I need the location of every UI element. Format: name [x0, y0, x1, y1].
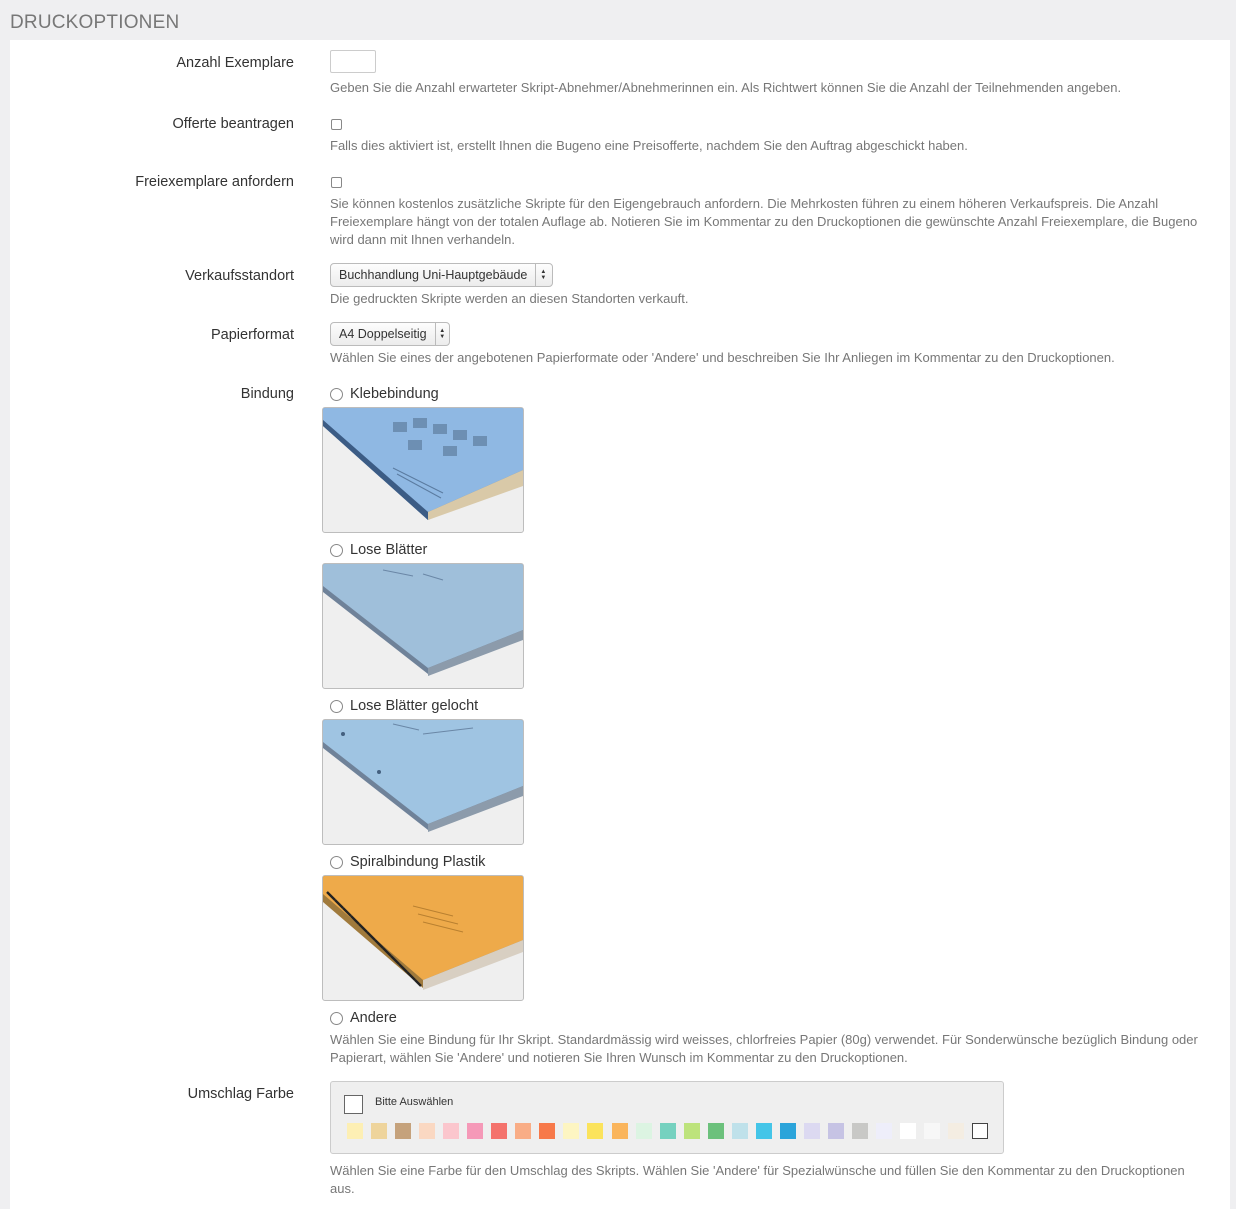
paper-select-value: A4 Doppelseitig [339, 327, 427, 341]
color-swatch[interactable] [708, 1123, 724, 1139]
thumb-cover-shape [323, 564, 523, 668]
current-color-swatch[interactable] [344, 1095, 363, 1114]
binding-option-spiralbindung-plastik[interactable] [330, 854, 485, 870]
color-swatch[interactable] [684, 1123, 700, 1139]
color-swatch[interactable] [780, 1123, 796, 1139]
color-swatch[interactable] [660, 1123, 676, 1139]
color-swatch[interactable] [563, 1123, 579, 1139]
color-swatch[interactable] [828, 1123, 844, 1139]
color-swatch[interactable] [347, 1123, 363, 1139]
select-arrows-icon: ▲ ▼ [435, 323, 449, 345]
quote-help: Falls dies aktiviert ist, erstellt Ihnen die Bugeno eine Preisofferte, nachdem Sie den Auftrag abgeschickt haben. [330, 138, 968, 153]
color-swatch[interactable] [852, 1123, 868, 1139]
color-swatch[interactable] [756, 1123, 772, 1139]
location-help: Die gedruckten Skripte werden an diesen Standorten verkauft. [330, 291, 689, 306]
binding-thumb-lose-blaetter-gelocht[interactable] [322, 719, 524, 845]
paper-label: Papierformat [210, 327, 294, 343]
cover-color-help: Wählen Sie eine Farbe für den Umschlag des Skripts. Wählen Sie 'Andere' für Spezialwünsche und füllen Sie den Kommentar zu den Druckoptionen aus. [330, 1163, 1185, 1196]
color-swatch[interactable] [900, 1123, 916, 1139]
binding-option-lose-blaetter[interactable] [330, 542, 427, 558]
color-swatch[interactable] [395, 1123, 411, 1139]
select-arrows-icon: ▲ ▼ [535, 264, 550, 286]
binding-option-lose-blaetter-gelocht[interactable] [330, 698, 478, 714]
color-swatch[interactable] [948, 1123, 964, 1139]
binding-option-label: Lose Blätter [350, 542, 428, 558]
thumb-cover-shape [323, 876, 523, 980]
quote-label: Offerte beantragen [172, 116, 294, 132]
free-copies-label: Freiexemplare anfordern [135, 174, 294, 190]
binding-thumb-spiralbindung-plastik[interactable] [322, 875, 524, 1001]
binding-label: Bindung [240, 386, 294, 402]
color-swatch[interactable] [539, 1123, 555, 1139]
copies-label: Anzahl Exemplare [176, 55, 294, 71]
binding-help: Wählen Sie eine Bindung für Ihr Skript. Standardmässig wird weisses, chlorfreies Papier (80g) verwendet. Für Sonderwünsche bezüglich Bindung oder Papierart, wählen Sie 'Andere' und notieren Sie Ihren Wunsch im Kommentar zu den Druckoptionen. [330, 1032, 1198, 1065]
paper-select[interactable] [330, 322, 450, 346]
binding-thumb-klebebindung[interactable] [322, 407, 524, 533]
color-swatch[interactable] [467, 1123, 483, 1139]
quote-checkbox[interactable] [331, 119, 342, 130]
color-swatches [347, 1123, 996, 1139]
copies-help: Geben Sie die Anzahl erwarteter Skript-Abnehmer/Abnehmerinnen ein. Als Richtwert können Sie die Anzahl der Teilnehmenden angeben. [330, 80, 1122, 95]
cover-color-picker [330, 1081, 1004, 1154]
color-swatch[interactable] [924, 1123, 940, 1139]
copies-input[interactable] [330, 50, 376, 73]
color-swatch[interactable] [876, 1123, 892, 1139]
radio-button[interactable] [330, 388, 343, 401]
radio-button[interactable] [330, 856, 343, 869]
color-swatch[interactable] [443, 1123, 459, 1139]
location-select-value: Buchhandlung Uni-Hauptgebäude [339, 268, 528, 282]
binding-thumb-lose-blaetter[interactable] [322, 563, 524, 689]
binding-option-label: Spiralbindung Plastik [350, 854, 486, 870]
radio-button[interactable] [330, 700, 343, 713]
binding-option-label: Andere [350, 1010, 397, 1026]
color-swatch[interactable] [804, 1123, 820, 1139]
color-swatch[interactable] [515, 1123, 531, 1139]
cover-color-label: Umschlag Farbe [187, 1086, 294, 1102]
print-options-panel [10, 40, 1230, 1209]
radio-button[interactable] [330, 544, 343, 557]
paper-help: Wählen Sie eines der angebotenen Papierformate oder 'Andere' und beschreiben Sie Ihr Anliegen im Kommentar zu den Druckoptionen. [330, 350, 1115, 365]
current-color-label: Bitte Auswählen [375, 1096, 454, 1108]
thumb-cover-shape [323, 720, 523, 824]
binding-option-klebebindung[interactable] [330, 386, 439, 402]
binding-option-label: Klebebindung [350, 386, 439, 402]
color-swatch[interactable] [371, 1123, 387, 1139]
color-swatch[interactable] [419, 1123, 435, 1139]
radio-button[interactable] [330, 1012, 343, 1025]
color-swatch[interactable] [732, 1123, 748, 1139]
color-swatch[interactable] [636, 1123, 652, 1139]
color-swatch[interactable] [612, 1123, 628, 1139]
section-title: DRUCKOPTIONEN [10, 12, 180, 33]
binding-option-andere[interactable] [330, 1010, 397, 1026]
location-select[interactable] [330, 263, 553, 287]
color-swatch[interactable] [491, 1123, 507, 1139]
free-copies-help: Sie können kostenlos zusätzliche Skripte für den Eigengebrauch anfordern. Die Mehrkosten führen zu einem höheren Verkaufspreis. Die Anzahl Freiexemplare hängt von der totalen Auflage ab. Notieren Sie im Kommentar zu den Druckoptionen die gewünschte Anzahl Freiexemplare, die Bugeno wird dann mit Ihnen verhandeln. [330, 196, 1198, 247]
free-copies-checkbox[interactable] [331, 177, 342, 188]
location-label: Verkaufsstandort [185, 268, 294, 284]
color-swatch-other[interactable] [972, 1123, 988, 1139]
color-swatch[interactable] [587, 1123, 603, 1139]
binding-option-label: Lose Blätter gelocht [350, 698, 479, 714]
